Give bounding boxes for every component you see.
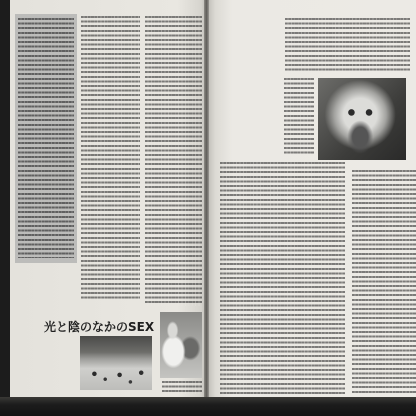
text-column xyxy=(220,162,345,394)
text-column xyxy=(18,18,74,258)
photo-caption xyxy=(162,381,202,394)
text-column xyxy=(285,18,410,73)
text-column xyxy=(145,16,202,306)
shaded-text-panel xyxy=(15,14,77,263)
photo-field-scene xyxy=(80,336,152,390)
photo-two-figures xyxy=(160,312,202,378)
text-column xyxy=(352,170,416,394)
table-surface xyxy=(0,397,416,416)
photo-man-portrait xyxy=(318,78,406,160)
text-column xyxy=(284,78,314,156)
text-column xyxy=(81,16,140,300)
section-heading: 光と陰のなかのSEX xyxy=(44,320,155,334)
book-gutter xyxy=(204,0,209,399)
